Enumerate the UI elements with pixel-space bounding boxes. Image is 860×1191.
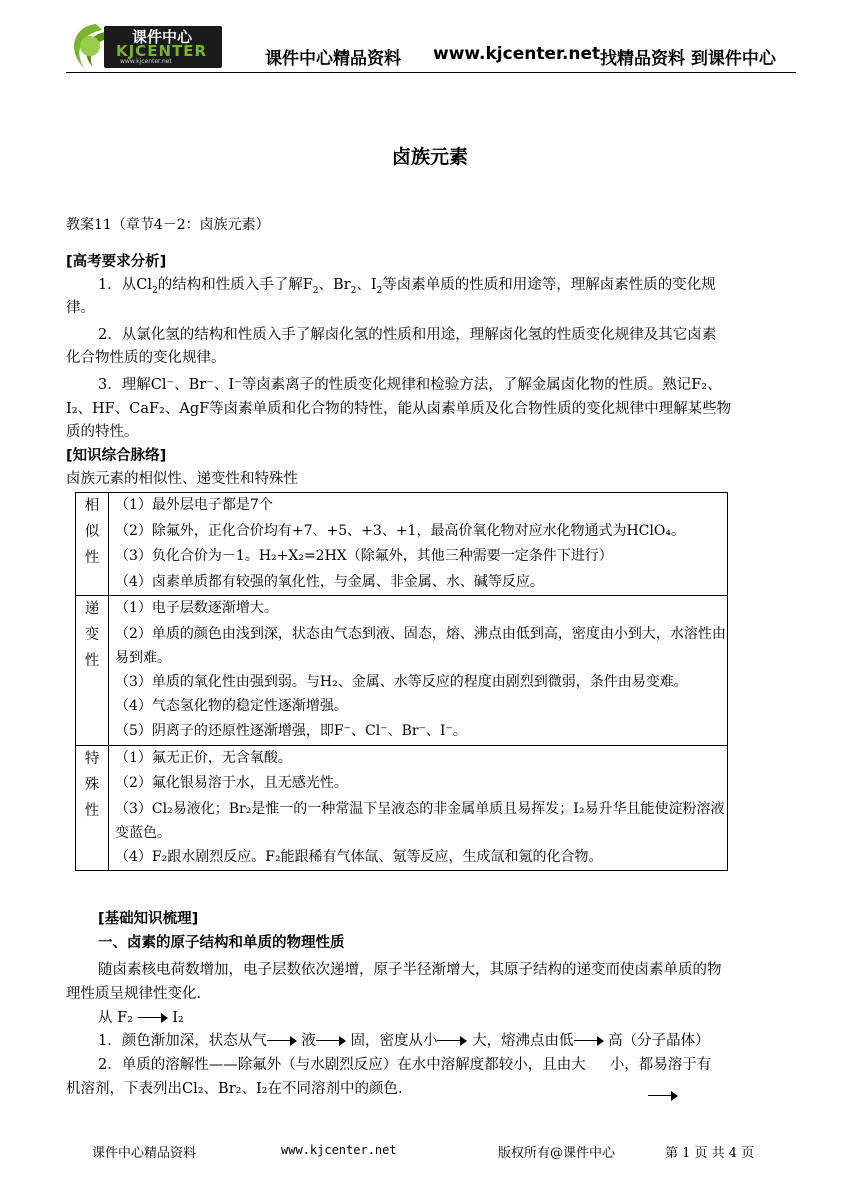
paragraph-2: 2．从氯化氢的结构和性质入手了解卤化氢的性质和用途，理解卤化氢的性质变化规律及其它卤素 <box>98 327 717 343</box>
section-heading-knowledge: [知识综合脉络] <box>66 448 167 464</box>
item-2-cont: 机溶剂，下表列出Cl₂、Br₂、I₂在不同溶剂中的颜色. <box>66 1081 403 1097</box>
logo-kj-text: KJCENTER <box>116 42 208 60</box>
table-caption: 卤族元素的相似性、递变性和特殊性 <box>66 471 298 487</box>
list-item: （2）氟化银易溶于水，且无感光性。 <box>115 775 348 791</box>
logo-text: 课件中心 <box>132 28 193 46</box>
header-rule <box>66 72 796 73</box>
page-title: 卤族元素 <box>391 146 468 168</box>
table-row <box>76 596 728 746</box>
footer-url[interactable]: www.kjcenter.net <box>281 1143 397 1157</box>
arrow-right-icon <box>648 1091 678 1101</box>
list-item: （1）最外层电子都是7个 <box>115 497 273 513</box>
list-item: （3）Cl₂易液化；Br₂是惟一的一种常温下呈液态的非金属单质且易挥发；I₂易升华且能使淀粉溶液变蓝色。 <box>115 800 725 841</box>
list-item: （2）除氟外，正化合价均有+7、+5、+3、+1，最高价氧化物对应水化物通式为HClO₄。 <box>115 522 685 539</box>
row-items <box>109 493 728 596</box>
row-category: 特 殊 性 <box>76 745 109 871</box>
row-items <box>109 596 728 746</box>
list-item: （4）卤素单质都有较强的氧化性，与金属、非金属、水、碱等反应。 <box>115 573 544 590</box>
paragraph-basics-1-cont: 理性质呈规律性变化. <box>66 986 202 1002</box>
subheading-atomic-structure: 一、卤素的原子结构和单质的物理性质 <box>98 935 345 951</box>
list-item: （4）气态氢化物的稳定性逐渐增强。 <box>115 697 348 714</box>
lesson-line: 教案11（章节4－2：卤族元素） <box>66 217 270 233</box>
row-category: 递 变 性 <box>76 596 109 746</box>
arrow-right-icon <box>316 1036 346 1046</box>
footer-page-number: 第 1 页 共 4 页 <box>665 1146 755 1161</box>
section-heading-basics: [基础知识梳理] <box>98 911 199 927</box>
paragraph-basics-1: 随卤素核电荷数增加，电子层数依次递增，原子半径渐增大，其原子结构的递变而使卤素单质的物 <box>98 962 722 978</box>
list-item: （1）电子层数逐渐增大。 <box>115 600 278 616</box>
arrow-right-icon <box>437 1036 467 1046</box>
list-item: （3）单质的氧化性由强到弱。与H₂、金属、水等反应的程度由剧烈到微弱，条件由易变难。 <box>115 673 688 690</box>
list-item: （5）阴离子的还原性逐渐增强，即F⁻、Cl⁻、Br⁻、I⁻。 <box>115 723 467 739</box>
arrow-right-icon <box>138 1013 168 1023</box>
header-url[interactable]: www.kjcenter.net <box>433 44 601 64</box>
footer-copyright: 版权所有@课件中心 <box>498 1146 616 1161</box>
paragraph-1-cont: 律。 <box>66 300 95 316</box>
logo <box>66 20 222 74</box>
list-item: （4）F₂跟水剧烈反应。F₂能跟稀有气体氙、氪等反应，生成氙和氪的化合物。 <box>115 848 603 865</box>
section-heading-requirements: [高考要求分析] <box>66 254 167 270</box>
row-items <box>109 745 728 871</box>
footer-left-text: 课件中心精品资料 <box>92 1146 197 1161</box>
properties-table <box>75 492 728 871</box>
header-right-text: 找精品资料 到课件中心 <box>600 49 776 69</box>
arrow-right-icon <box>574 1036 604 1046</box>
row-category: 相 似 性 <box>76 493 109 596</box>
arrow-right-icon <box>267 1036 297 1046</box>
list-item: （2）单质的颜色由浅到深，状态由气态到液、固态，熔、沸点由低到高，密度由小到大，水溶性由易到难。 <box>115 625 726 666</box>
item-1: 1．颜色渐加深，状态从气 液 固，密度从小 大，熔沸点由低 高（分子晶体） <box>98 1033 710 1049</box>
paragraph-3-cont: I₂、HF、CaF₂、AgF等卤素单质和化合物的特性，能从卤素单质及化合物性质的变化规律中理解某些物 <box>66 401 732 417</box>
table-row <box>76 745 728 871</box>
paragraph-3-end: 质的特性。 <box>66 424 139 440</box>
list-item: （1）氟无正价，无含氧酸。 <box>115 749 292 766</box>
paragraph-1: 1．从$Cl_2$的结构和性质入手了解$F_2$、$Br_2$、$I_2$等卤素单质的性质和用途等，理解卤素性质的变化规 <box>98 277 716 296</box>
logo-url-text: www.kjcenter.net <box>120 58 172 65</box>
paragraph-2-cont: 化合物性质的变化规律。 <box>66 350 226 366</box>
paragraph-3: 3．理解Cl⁻、Br⁻、I⁻等卤素离子的性质变化规律和检验方法，了解金属卤化物的性质。熟记F₂、 <box>98 377 722 393</box>
table-row <box>76 493 728 596</box>
trend-line: 从 F₂ I₂ <box>98 1010 184 1026</box>
item-2: 2．单质的溶解性——除氟外（与水剧烈反应）在水中溶解度都较小，且由大 小，都易溶于有 <box>98 1057 712 1073</box>
header-left-text: 课件中心精品资料 <box>265 49 401 69</box>
list-item: （3）负化合价为－1。H₂+X₂=2HX（除氟外，其他三种需要一定条件下进行） <box>115 548 613 564</box>
